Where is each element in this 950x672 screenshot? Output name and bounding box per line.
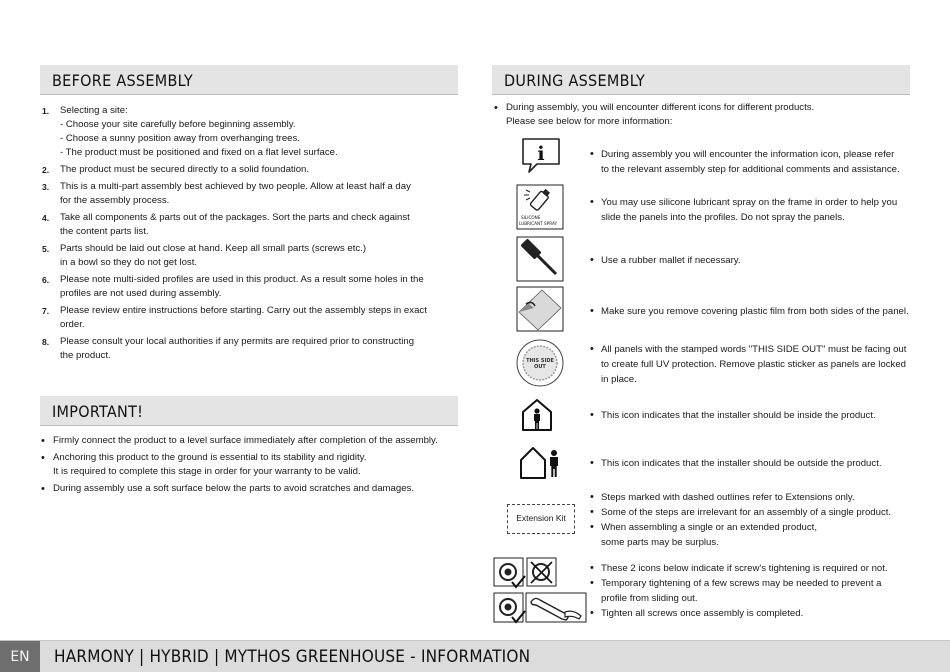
inside-text: • This icon indicates that the installer should be inside the product. bbox=[590, 408, 910, 423]
screw-tighten-icons bbox=[493, 592, 589, 624]
before-assembly-list bbox=[42, 104, 452, 366]
during-assembly-title: DURING ASSEMBLY bbox=[504, 71, 646, 90]
item-number: 8. bbox=[42, 337, 50, 347]
screw-item: • Tighten all screws once assembly is completed. bbox=[590, 606, 910, 621]
item-line: Please note multi-sided profiles are used in this product. As a result some holes in the bbox=[60, 274, 424, 285]
during-assembly-header bbox=[492, 65, 910, 95]
important-item bbox=[40, 451, 458, 479]
screw-item: • Temporary tightening of a few screws may be needed to prevent a profile from sliding out. bbox=[590, 576, 910, 606]
item-line: - Choose a sunny position away from overhanging trees. bbox=[60, 133, 300, 144]
item-number: 1. bbox=[42, 106, 50, 116]
before-assembly-item bbox=[42, 211, 452, 239]
plastic-film-icon bbox=[516, 286, 564, 332]
svg-text:i: i bbox=[537, 143, 545, 165]
rubber-mallet-icon bbox=[516, 236, 564, 282]
item-line: Selecting a site: bbox=[60, 105, 128, 116]
item-line: Please consult your local authorities if any permits are required prior to constructing bbox=[60, 336, 415, 347]
extension-item: • When assembling a single or an extended product, some parts may be surplus. bbox=[590, 520, 910, 550]
screw-temporary-icons bbox=[493, 556, 557, 590]
during-intro-list bbox=[493, 101, 903, 132]
page-footer bbox=[0, 640, 950, 672]
item-number: 6. bbox=[42, 275, 50, 285]
info-description bbox=[590, 147, 910, 177]
item-number: 2. bbox=[42, 165, 50, 175]
item-line: Please review entire instructions before starting. Carry out the assembly steps in exact order. bbox=[60, 305, 427, 330]
silicone-description bbox=[590, 195, 910, 225]
important-item bbox=[40, 482, 458, 496]
item-line: profiles are not used during assembly. bbox=[60, 288, 222, 299]
info-text: • During assembly you will encounter the information icon, please refer to the relevant assembly step for additional comments and assistance. bbox=[590, 147, 910, 177]
item-line: Parts should be laid out close at hand. Keep all small parts (screws etc.) bbox=[60, 243, 367, 254]
item-line: for the assembly process. bbox=[60, 195, 170, 206]
outside-description bbox=[590, 456, 910, 471]
film-description bbox=[590, 304, 910, 319]
screw-item: • These 2 icons below indicate if screw's tightening is required or not. bbox=[590, 561, 910, 576]
item-line: This is a multi-part assembly best achieved by two people. Allow at least half a day bbox=[60, 181, 411, 192]
during-intro-line: Please see below for more information: bbox=[506, 116, 673, 127]
silicone-text: • You may use silicone lubricant spray on the frame in order to help you slide the panels into the profiles. Do not spray the panels. bbox=[590, 195, 910, 225]
item-number: 3. bbox=[42, 182, 50, 192]
important-item bbox=[40, 434, 458, 448]
side-out-description bbox=[590, 342, 910, 387]
during-intro-line: • During assembly, you will encounter different icons for different products. bbox=[506, 102, 815, 113]
item-number: 4. bbox=[42, 213, 50, 223]
information-icon bbox=[519, 136, 563, 176]
outside-text: • This icon indicates that the installer should be outside the product. bbox=[590, 456, 910, 471]
before-assembly-item bbox=[42, 104, 452, 160]
item-number: 5. bbox=[42, 244, 50, 254]
important-header bbox=[40, 396, 458, 426]
before-assembly-title: BEFORE ASSEMBLY bbox=[52, 71, 193, 90]
inside-description bbox=[590, 408, 910, 423]
before-assembly-item bbox=[42, 335, 452, 363]
before-assembly-item bbox=[42, 242, 452, 270]
this-side-label: THIS SIDE bbox=[526, 358, 554, 364]
screw-description bbox=[590, 561, 910, 621]
before-assembly-item bbox=[42, 163, 452, 177]
extension-item: • Some of the steps are irrelevant for an assembly of a single product. bbox=[590, 505, 910, 520]
important-line: It is required to complete this stage in order for your warranty to be valid. bbox=[53, 466, 361, 477]
out-label: OUT bbox=[534, 364, 546, 370]
extension-kit-box: Extension Kit bbox=[507, 504, 575, 534]
item-line: - Choose your site carefully before beginning assembly. bbox=[60, 119, 296, 130]
lubricant-spray-label: LUBRICANT SPRAY bbox=[519, 221, 558, 226]
item-line: in a bowl so they do not get lost. bbox=[60, 257, 198, 268]
language-tab: EN bbox=[0, 641, 40, 672]
extension-description bbox=[590, 490, 910, 550]
important-line: • Firmly connect the product to a level surface immediately after completion of the assembly. bbox=[53, 435, 438, 446]
film-text: • Make sure you remove covering plastic film from both sides of the panel. bbox=[590, 304, 910, 319]
item-number: 7. bbox=[42, 306, 50, 316]
before-assembly-item bbox=[42, 180, 452, 208]
important-line: • Anchoring this product to the ground is essential to its stability and rigidity. bbox=[53, 452, 367, 463]
silicone-label: SILICONE bbox=[521, 215, 541, 220]
before-assembly-item bbox=[42, 273, 452, 301]
during-intro-item bbox=[493, 101, 903, 129]
item-line: the product. bbox=[60, 350, 111, 361]
item-line: the content parts list. bbox=[60, 226, 149, 237]
before-assembly-header bbox=[40, 65, 458, 95]
installer-inside-icon bbox=[520, 398, 554, 432]
installer-outside-icon bbox=[518, 444, 564, 480]
item-line: Take all components & parts out of the packages. Sort the parts and check against bbox=[60, 212, 410, 223]
mallet-text: • Use a rubber mallet if necessary. bbox=[590, 253, 910, 268]
important-list bbox=[40, 434, 458, 499]
extension-item: • Steps marked with dashed outlines refer to Extensions only. bbox=[590, 490, 910, 505]
this-side-out-icon bbox=[515, 338, 565, 388]
before-assembly-item bbox=[42, 304, 452, 332]
item-line: - The product must be positioned and fixed on a flat level surface. bbox=[60, 147, 338, 158]
item-line: The product must be secured directly to a solid foundation. bbox=[60, 164, 310, 175]
mallet-description bbox=[590, 253, 910, 268]
silicone-spray-icon bbox=[516, 184, 564, 230]
important-title: IMPORTANT! bbox=[52, 402, 144, 421]
side-out-text: • All panels with the stamped words "THIS SIDE OUT" must be facing out to create full UV protection. Remove plastic sticker as panels are locked in place. bbox=[590, 342, 910, 387]
document-title: HARMONY | HYBRID | MYTHOS GREENHOUSE - INFORMATION bbox=[54, 647, 531, 667]
important-line: • During assembly use a soft surface below the parts to avoid scratches and damages. bbox=[53, 483, 415, 494]
